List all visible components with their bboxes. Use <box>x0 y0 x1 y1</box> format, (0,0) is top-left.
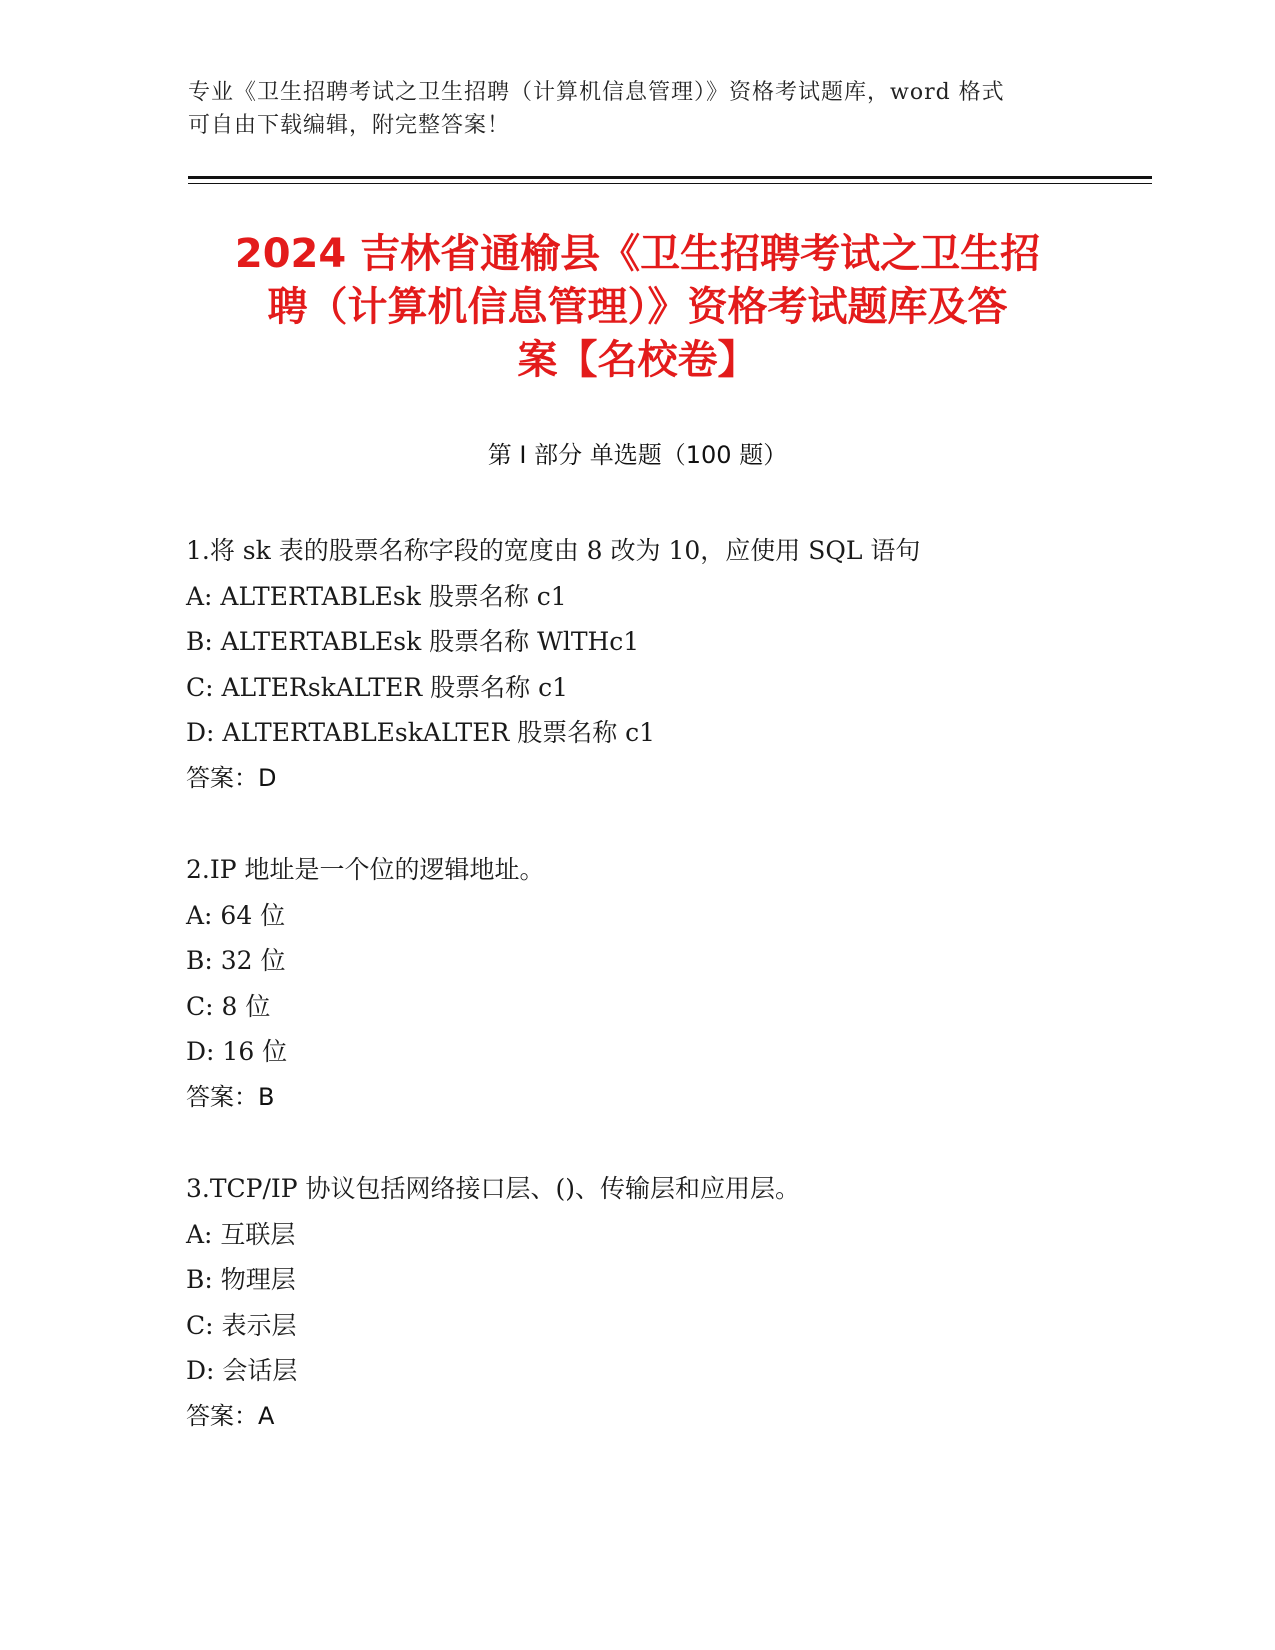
document-title-line-2: 聘（计算机信息管理）》资格考试题库及答 <box>267 284 1008 330</box>
option-b: B: 物理层 <box>186 1265 296 1294</box>
document-title-line-1: 2024 吉林省通榆县《卫生招聘考试之卫生招 <box>234 231 1041 277</box>
answer-line: 答案：A <box>186 1401 275 1430</box>
question-stem: 2.IP 地址是一个位的逻辑地址。 <box>186 855 545 884</box>
option-c: C: 8 位 <box>186 991 271 1021</box>
option-a: A: 互联层 <box>186 1219 296 1249</box>
question-stem: 1.将 sk 表的股票名称字段的宽度由 8 改为 10，应使用 SQL 语句 <box>186 536 921 565</box>
header-rule-thin <box>188 183 1152 184</box>
header-note <box>188 76 1088 142</box>
question-3 <box>186 1166 1146 1439</box>
option-c: C: 表示层 <box>186 1310 297 1340</box>
option-b: B: ALTERTABLEsk 股票名称 WlTHc1 <box>186 627 640 656</box>
header-note-line-2: 可自由下载编辑，附完整答案！ <box>188 113 511 138</box>
option-d: D: ALTERTABLEskALTER 股票名称 c1 <box>186 718 656 747</box>
option-d: D: 会话层 <box>186 1356 298 1385</box>
answer-line: 答案：D <box>186 763 277 792</box>
option-a: A: 64 位 <box>186 900 286 930</box>
section-heading: 第 I 部分 单选题（100 题） <box>487 441 788 469</box>
question-1 <box>186 528 1146 801</box>
question-2 <box>186 847 1146 1120</box>
option-a: A: ALTERTABLEsk 股票名称 c1 <box>186 581 567 611</box>
document-title-line-3: 案【名校卷】 <box>517 337 758 383</box>
answer-line: 答案：B <box>186 1082 275 1111</box>
header-note-line-1: 专业《卫生招聘考试之卫生招聘（计算机信息管理）》资格考试题库，word 格式 <box>188 80 1005 105</box>
question-stem: 3.TCP/IP 协议包括网络接口层、()、传输层和应用层。 <box>186 1174 801 1203</box>
document-title <box>170 228 1105 387</box>
header-rule-thick <box>188 176 1152 179</box>
option-b: B: 32 位 <box>186 946 286 975</box>
question-list <box>186 528 1146 1485</box>
option-d: D: 16 位 <box>186 1037 288 1066</box>
option-c: C: ALTERskALTER 股票名称 c1 <box>186 672 569 702</box>
